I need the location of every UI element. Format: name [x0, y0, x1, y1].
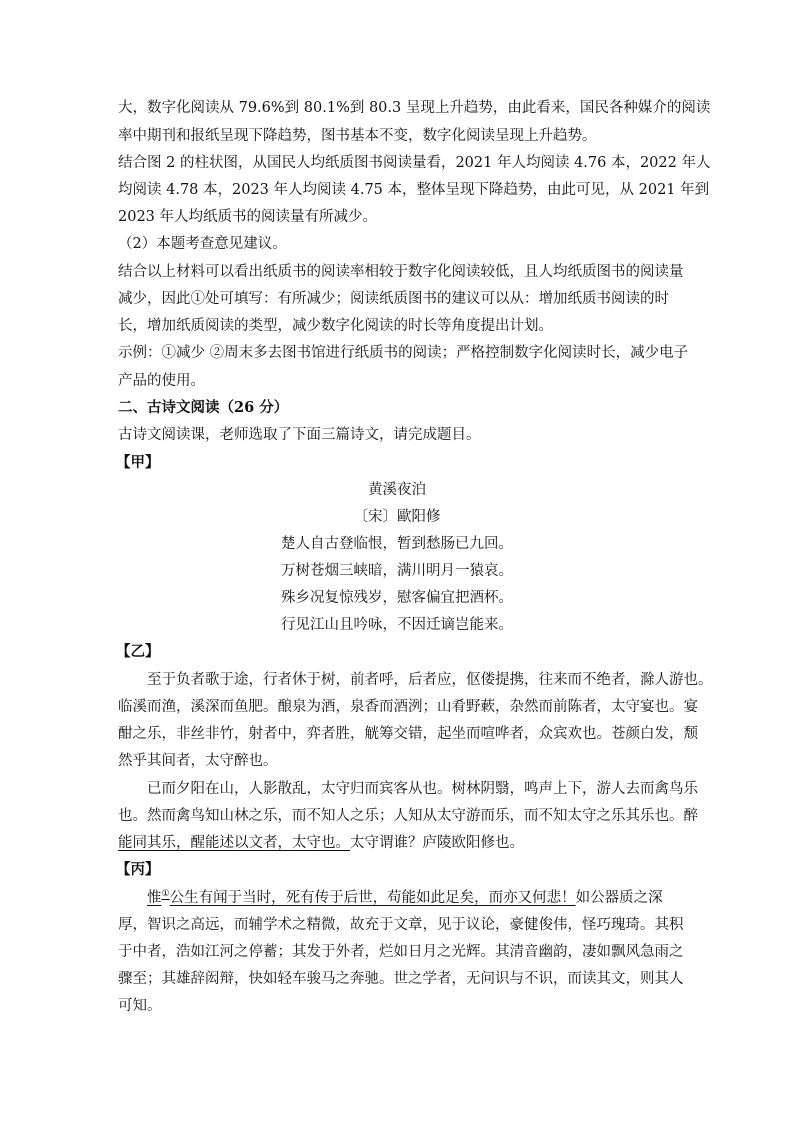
bing-line-5: 可知。 — [118, 998, 162, 1014]
bing-line-1-rest: 如公器质之深 — [575, 890, 663, 906]
section-heading: 二、古诗文阅读（26 分） — [118, 399, 289, 416]
poem-line-4: 行见江山且吟咏，不因迁谪岂能来。 — [281, 617, 513, 633]
yi-label: 【乙】 — [116, 643, 160, 660]
yi-para1-line-1: 至于负者歌于途，行者休于树，前者呼，后者应，伛偻提携，往来而不绝者，滁人游也。 — [147, 672, 713, 688]
answer-p4-line-1: 结合以上材料可以看出纸质书的阅读率相较于数字化阅读较低，且人均纸质图书的阅读量 — [118, 264, 684, 280]
yi-para2-line-1: 已而夕阳在山，人影散乱，太守归而宾客从也。树林阴翳，鸣声上下，游人去而禽鸟乐 — [147, 781, 698, 797]
section-intro: 古诗文阅读课，老师选取了下面三篇诗文，请完成题目。 — [118, 427, 481, 443]
answer-p5-line-1: 示例：①减少 ②周末多去图书馆进行纸质书的阅读；严格控制数字化阅读时长，减少电子 — [118, 345, 689, 361]
bing-line-4: 骤至；其雄辞闳辩，快如轻车骏马之奔驰。世之学者，无问识与不识，而读其文，则其人 — [118, 971, 684, 987]
bing-label: 【丙】 — [116, 861, 160, 878]
yi-para2-line-3-rest: 太守谓谁？庐陵欧阳修也。 — [350, 835, 524, 851]
yi-para2-line-3 — [118, 831, 524, 852]
poem-line-2: 万树苍烟三峡暗，满川明月一猿哀。 — [281, 563, 513, 579]
answer-p4-line-3: 长，增加纸质阅读的类型，减少数字化阅读的时长等角度提出计划。 — [118, 318, 553, 334]
poem-title: 黄溪夜泊 — [368, 482, 426, 498]
bing-first-prefix: 惟 — [147, 890, 162, 906]
footnote-mark: ① — [161, 889, 170, 900]
yi-underlined-sentence: 能同其乐，醒能述以文者，太守也。 — [118, 835, 350, 851]
answer-p2-line-3: 2023 年人均纸质书的阅读量有所减少。 — [118, 209, 378, 225]
bing-underlined-sentence: 公生有闻于当时，死有传于后世，苟能如此足矣，而亦又何悲！ — [169, 890, 576, 906]
poem-author: 〔宋〕歐阳修 — [353, 509, 441, 525]
answer-p3: （2）本题考查意见建议。 — [118, 236, 287, 252]
answer-p1-line-2: 率中期刊和报纸呈现下降趋势，图书基本不变，数字化阅读呈现上升趋势。 — [118, 128, 597, 144]
bing-line-3: 于中者，浩如江河之停蓄；其发于外者，烂如日月之光辉。其清音幽韵，凄如飘风急雨之 — [118, 944, 684, 960]
answer-p2-line-1: 结合图 2 的柱状图，从国民人均纸质图书阅读量看，2021 年人均阅读 4.76 本，2022 年人 — [118, 155, 711, 171]
bing-line-1 — [147, 886, 663, 907]
yi-para1-line-3: 酣之乐，非丝非竹，射者中，弈者胜，觥筹交错，起坐而喧哗者，众宾欢也。苍颜白发，颓 — [118, 726, 698, 742]
answer-p4-line-2: 减少，因此①处可填写：有所减少；阅读纸质图书的建议可以从：增加纸质书阅读的时 — [118, 291, 669, 307]
bing-line-2: 厚，智识之高远，而辅学术之精微，故充于文章，见于议论，豪健俊伟，怪巧瑰琦。其积 — [118, 917, 684, 933]
yi-para1-line-2: 临溪而渔，溪深而鱼肥。酿泉为酒，泉香而酒洌；山肴野蔌，杂然而前陈者，太守宴也。宴 — [118, 699, 698, 715]
yi-para1-line-4: 然乎其间者，太守醉也。 — [118, 753, 278, 769]
yi-para2-line-2: 也。然而禽鸟知山林之乐，而不知人之乐；人知从太守游而乐，而不知太守之乐其乐也。醉 — [118, 808, 698, 824]
jia-label: 【甲】 — [116, 454, 160, 471]
poem-line-3: 殊乡况复惊残岁，慰客偏宜把酒杯。 — [281, 590, 513, 606]
poem-line-1: 楚人自古登临恨，暂到愁肠已九回。 — [281, 536, 513, 552]
answer-p1-line-1: 大，数字化阅读从 79.6%到 80.1%到 80.3 呈现上升趋势，由此看来，国民各种媒介的阅读 — [118, 100, 711, 116]
answer-p5-line-2: 产品的使用。 — [118, 373, 205, 389]
answer-p2-line-2: 均阅读 4.78 本，2023 年人均阅读 4.75 本，整体呈现下降趋势，由此可见，从 2021 年到 — [118, 182, 710, 198]
